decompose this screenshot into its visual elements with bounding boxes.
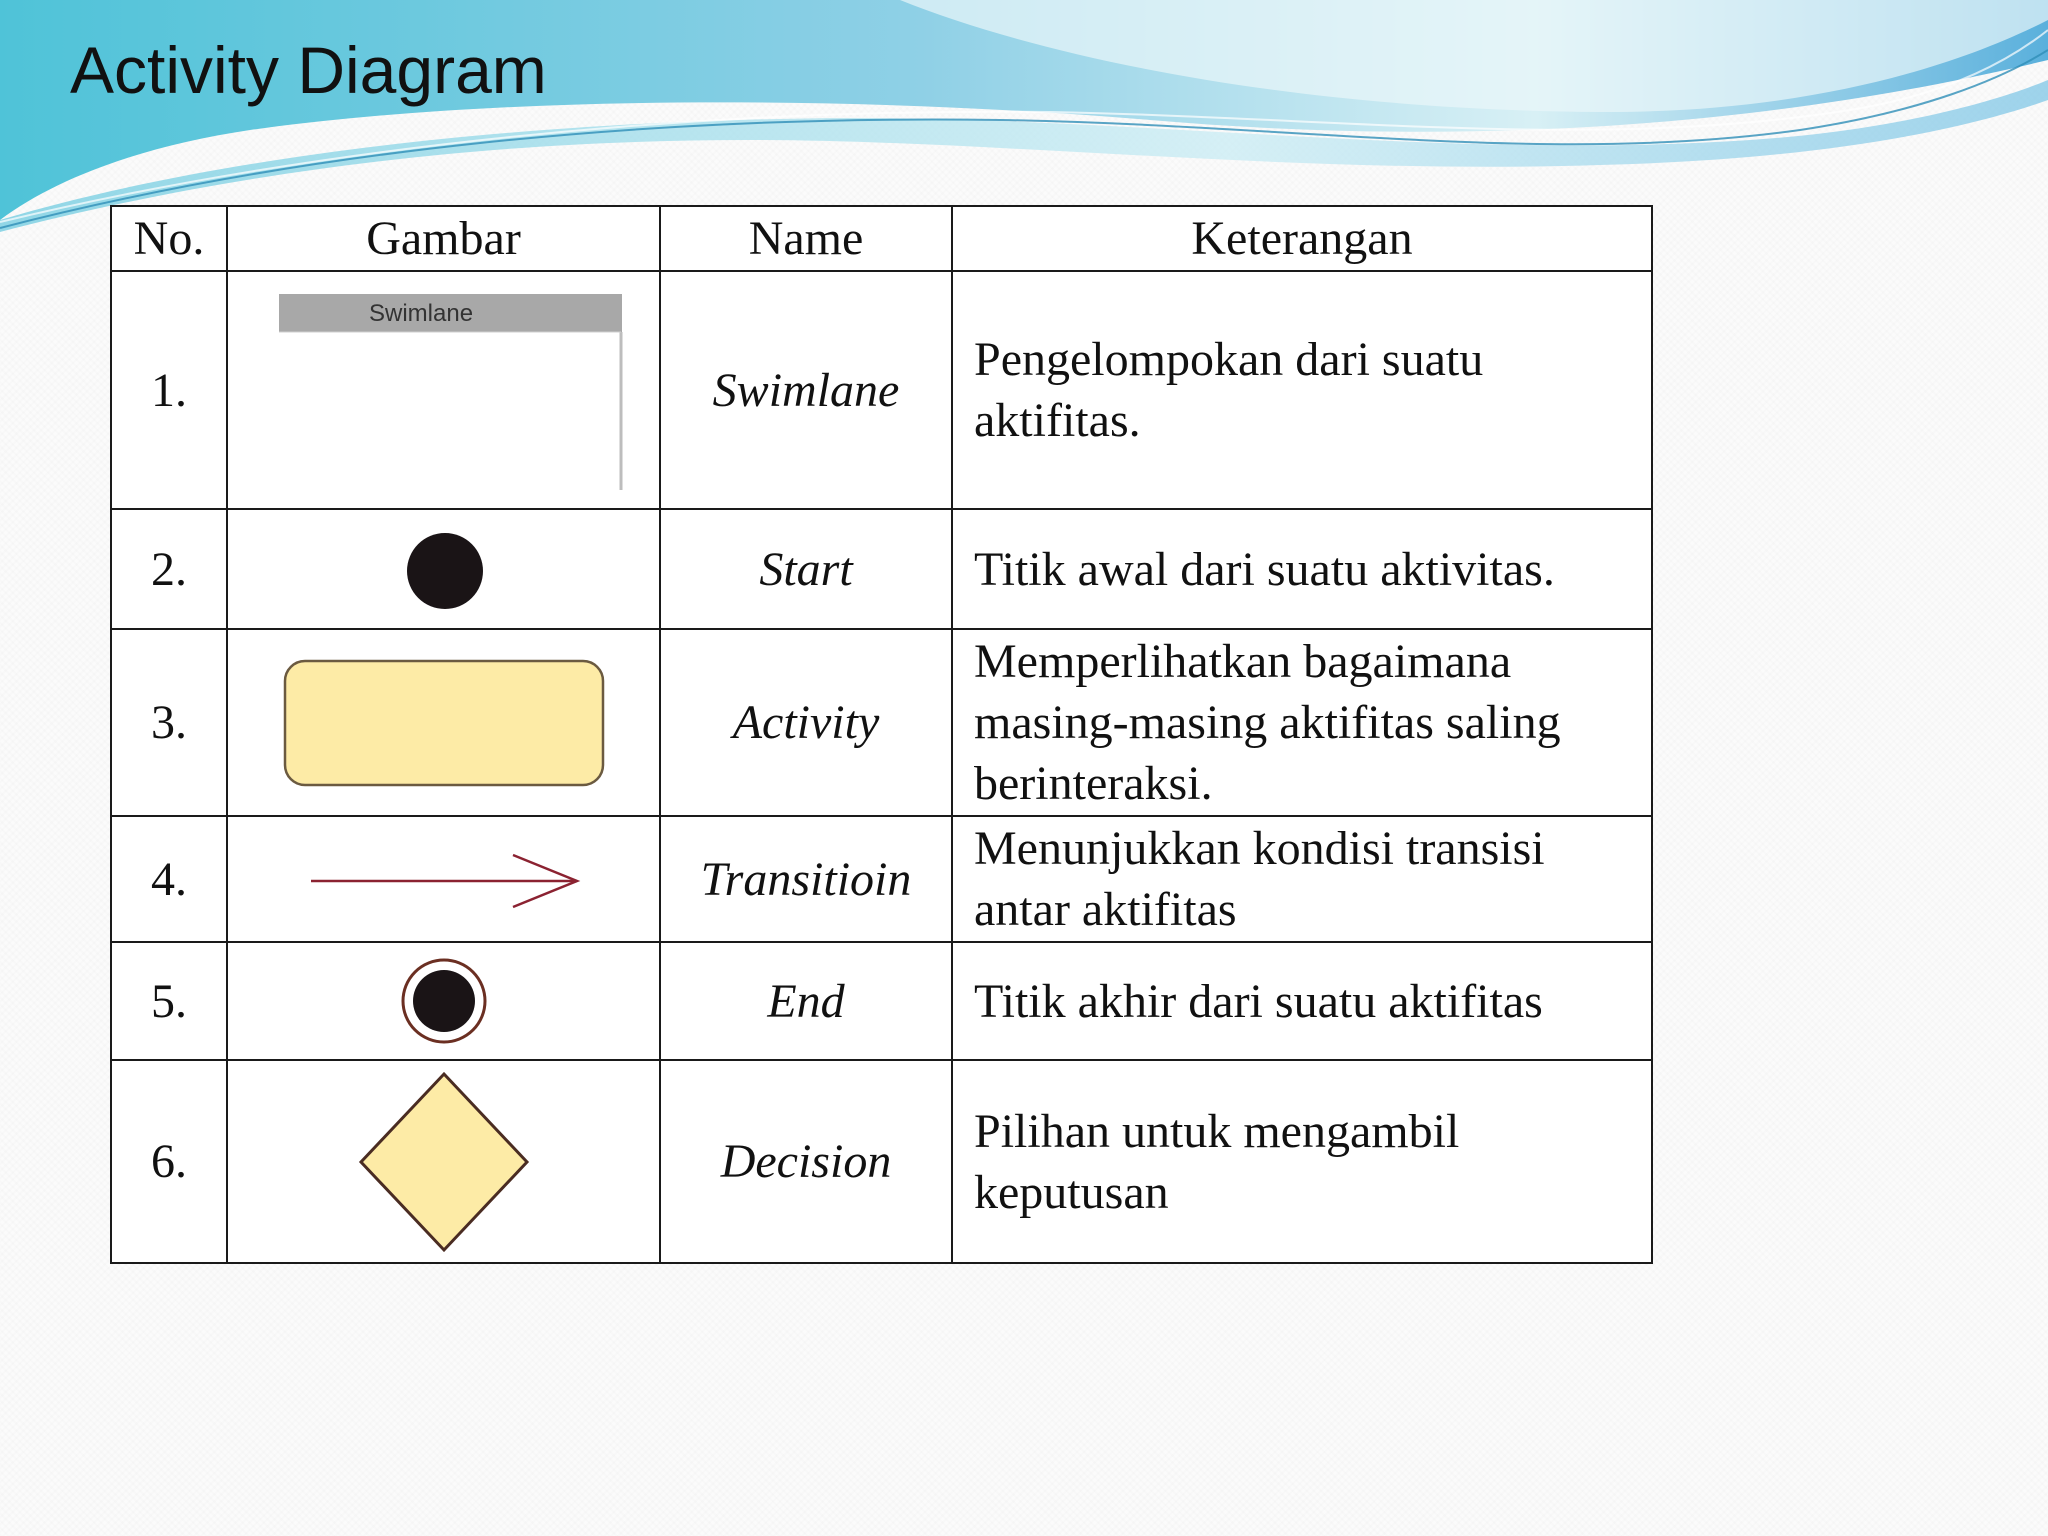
row-name: Transitioin (660, 816, 952, 942)
transition-arrow-icon (299, 841, 589, 917)
table-row (111, 629, 1652, 816)
activity-diagram-table (110, 205, 1653, 1264)
row-number: 2. (111, 509, 227, 629)
row-number: 6. (111, 1060, 227, 1263)
table-row (111, 942, 1652, 1060)
decision-diamond-icon (351, 1062, 537, 1262)
row-image (227, 509, 660, 629)
header-name: Name (660, 206, 952, 271)
row-number: 5. (111, 942, 227, 1060)
row-image (227, 942, 660, 1060)
row-image (227, 816, 660, 942)
swimlane-header-label: Swimlane (368, 300, 473, 327)
row-number: 3. (111, 629, 227, 816)
header-image: Gambar (227, 206, 660, 271)
header-no: No. (111, 206, 227, 271)
row-number: 1. (111, 271, 227, 509)
row-description: Memperlihatkan bagaimana masing-masing aktifitas saling berinteraksi. (952, 629, 1652, 816)
table-row (111, 816, 1652, 942)
row-number: 4. (111, 816, 227, 942)
start-node-icon (389, 515, 499, 623)
row-name: Decision (660, 1060, 952, 1263)
row-image (227, 1060, 660, 1263)
row-name: End (660, 942, 952, 1060)
row-image (227, 629, 660, 816)
row-description: Titik awal dari suatu aktivitas. (952, 509, 1652, 629)
table-row (111, 271, 1652, 509)
table-row (111, 1060, 1652, 1263)
row-description: Titik akhir dari suatu aktifitas (952, 942, 1652, 1060)
row-name: Start (660, 509, 952, 629)
table-row (111, 509, 1652, 629)
row-image (227, 271, 660, 509)
swimlane-icon (259, 272, 629, 508)
activity-box-icon (274, 653, 614, 793)
row-description: Menunjukkan kondisi transisi antar aktifitas (952, 816, 1652, 942)
slide-title: Activity Diagram (70, 33, 547, 107)
header-description: Keterangan (952, 206, 1652, 271)
row-description: Pengelompokan dari suatu aktifitas. (952, 271, 1652, 509)
end-node-icon (389, 946, 499, 1056)
table-header-row (111, 206, 1652, 271)
row-description: Pilihan untuk mengambil keputusan (952, 1060, 1652, 1263)
row-name: Swimlane (660, 271, 952, 509)
row-name: Activity (660, 629, 952, 816)
